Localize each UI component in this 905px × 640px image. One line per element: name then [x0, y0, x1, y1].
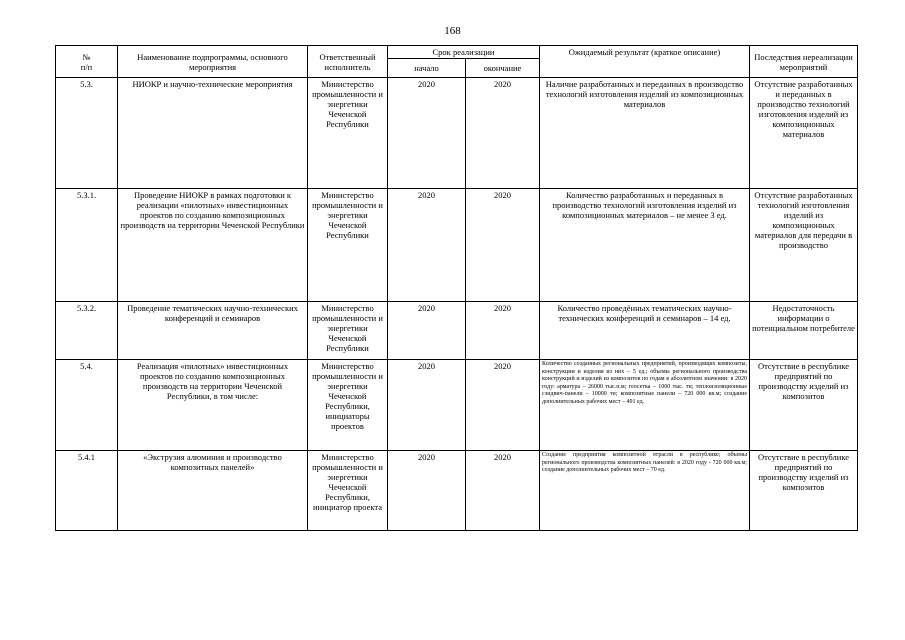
row-result: Количество проведённых тематических научно-технических конференций и семинаров – 14 ед.: [540, 302, 750, 360]
row-start: 2020: [388, 78, 466, 189]
header-name: Наименование подпрограммы, основного мероприятия: [118, 46, 308, 78]
row-name: «Экструзия алюминия и производство композитных панелей»: [118, 451, 308, 531]
row-result: Количество созданных региональных предприятий, производящих композиты, конструкции и изделия из них – 5 ед.; объемы регионального производства конструкций и изделий из композитов по годам в абсолютном значении: в 2020 году: арматура – 26000 тыс.п.м; геосетка – 1000 тыс. тн; теплоизоляционные сэндвич-панели – 10000 тн; композитные панели – 720 000 кв.м; создание дополнительных рабочих мест – 491 ед.: [540, 360, 750, 451]
header-num: № п/п: [56, 46, 118, 78]
row-start: 2020: [388, 302, 466, 360]
header-start: начало: [388, 59, 466, 78]
row-end: 2020: [466, 302, 540, 360]
row-executor: Министерство промышленности и энергетики Чеченской Республики: [308, 189, 388, 302]
table-row: [56, 451, 858, 531]
row-executor: Министерство промышленности и энергетики Чеченской Республики: [308, 78, 388, 189]
table-row: [56, 189, 858, 302]
header-end: окончание: [466, 59, 540, 78]
row-consequences: Отсутствие разработанных технологий изготовления изделий из композиционных материалов для передачи в производство: [750, 189, 858, 302]
header-period: Срок реализации: [388, 46, 540, 59]
row-num: 5.3.: [56, 78, 118, 189]
header-result: Ожидаемый результат (краткое описание): [540, 46, 750, 78]
row-executor: Министерство промышленности и энергетики Чеченской Республики: [308, 302, 388, 360]
table-row: [56, 78, 858, 189]
table-row: [56, 302, 858, 360]
row-result: Создание предприятия композитной отрасли в республике; объемы регионального производства композитных панелей: в 2020 году - 720 000 кв.м; создание дополнительных рабочих мест – 70 ед.: [540, 451, 750, 531]
row-start: 2020: [388, 451, 466, 531]
program-table: [55, 45, 858, 531]
row-num: 5.3.2.: [56, 302, 118, 360]
table-row: [56, 360, 858, 451]
row-start: 2020: [388, 189, 466, 302]
row-executor: Министерство промышленности и энергетики Чеченской Республики, инициатор проекта: [308, 451, 388, 531]
row-consequences: Отсутствие в республике предприятий по производству изделий из композитов: [750, 360, 858, 451]
row-result: Количество разработанных и переданных в производство технологий изготовления изделий из композиционных материалов – не менее 3 ед.: [540, 189, 750, 302]
row-name: Проведение тематических научно-технических конференций и семинаров: [118, 302, 308, 360]
row-consequences: Недостаточность информации о потенциальном потребителе: [750, 302, 858, 360]
row-consequences: Отсутствие разработанных и переданных в производство технологий изготовления изделий из композиционных материалов: [750, 78, 858, 189]
row-name: Проведение НИОКР в рамках подготовки к реализации «пилотных» инвестиционных проектов по созданию композиционных производств на территории Чеченской Республики: [118, 189, 308, 302]
row-end: 2020: [466, 189, 540, 302]
row-consequences: Отсутствие в республике предприятий по производству изделий из композитов: [750, 451, 858, 531]
row-num: 5.4.: [56, 360, 118, 451]
row-num: 5.4.1: [56, 451, 118, 531]
header-executor: Ответственный исполнитель: [308, 46, 388, 78]
row-end: 2020: [466, 360, 540, 451]
row-num: 5.3.1.: [56, 189, 118, 302]
row-name: Реализация «пилотных» инвестиционных проектов по созданию композиционных производств на территории Чеченской Республики, в том числе:: [118, 360, 308, 451]
header-consequences: Последствия нереализации мероприятий: [750, 46, 858, 78]
row-executor: Министерство промышленности и энергетики Чеченской Республики, инициаторы проектов: [308, 360, 388, 451]
row-start: 2020: [388, 360, 466, 451]
row-name: НИОКР и научно-технические мероприятия: [118, 78, 308, 189]
row-end: 2020: [466, 451, 540, 531]
page-number: 168: [444, 25, 461, 37]
row-result: Наличие разработанных и переданных в производство технологий изготовления изделий из композиционных материалов: [540, 78, 750, 189]
row-end: 2020: [466, 78, 540, 189]
